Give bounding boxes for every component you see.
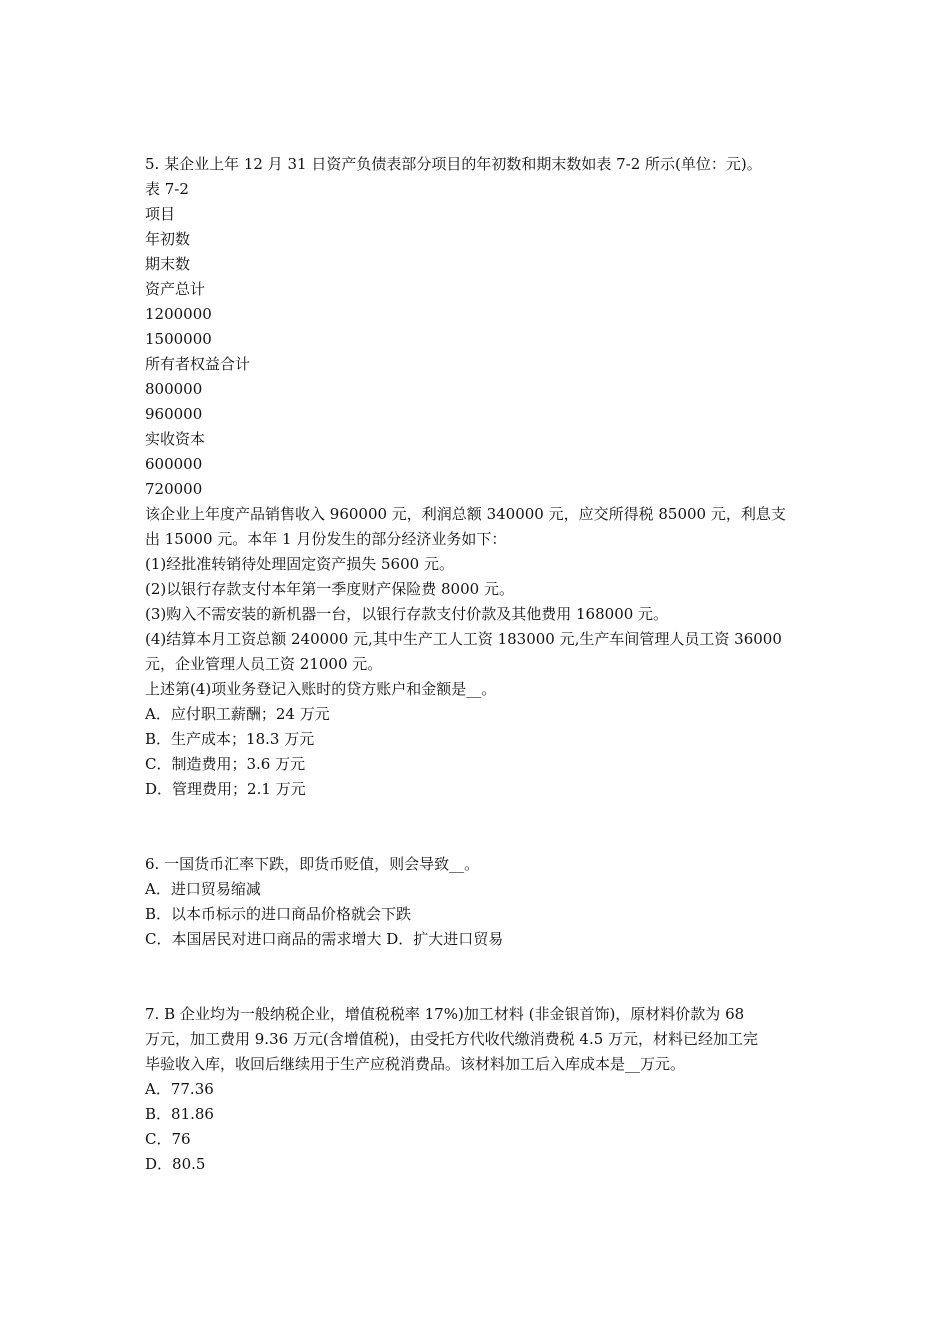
q5-ask: 上述第(4)项业务登记入账时的贷方账户和金额是__。 <box>145 680 497 698</box>
q6-question: 6. 一国货币汇率下跌，即货币贬值，则会导致__。 <box>145 855 480 873</box>
q5-info-line: 该企业上年度产品销售收入 960000 元，利润总额 340000 元，应交所得税 85000 元，利息支 <box>145 505 786 523</box>
spacer <box>145 952 810 1002</box>
q5-table-line: 年初数 <box>145 230 191 248</box>
q5-table-line: 1500000 <box>145 330 212 348</box>
q7-question-line: 万元，加工费用 9.36 万元(含增值税)，由受托方代收代缴消费税 4.5 万元，材料已经加工完 <box>145 1030 759 1048</box>
q5-item: (1)经批准转销待处理固定资产损失 5600 元。 <box>145 555 454 573</box>
document-content <box>145 152 810 1177</box>
q5-option: D．管理费用；2.1 万元 <box>145 780 306 798</box>
q5-option: A．应付职工薪酬；24 万元 <box>145 705 330 723</box>
q7-option: D．80.5 <box>145 1155 206 1173</box>
q5-table-line: 所有者权益合计 <box>145 355 251 373</box>
q5-table-title: 表 7-2 <box>145 180 189 198</box>
q5-table-line: 期末数 <box>145 255 191 273</box>
q5-item: (2)以银行存款支付本年第一季度财产保险费 8000 元。 <box>145 580 514 598</box>
q7-question-line: 毕验收入库，收回后继续用于生产应税消费品。该材料加工后入库成本是__万元。 <box>145 1055 686 1073</box>
spacer <box>145 802 810 852</box>
q7-option: B．81.86 <box>145 1105 214 1123</box>
q6-option: C．本国居民对进口商品的需求增大 D．扩大进口贸易 <box>145 930 504 948</box>
q6-option: A．进口贸易缩减 <box>145 880 261 898</box>
q5-question: 5. 某企业上年 12 月 31 日资产负债表部分项目的年初数和期末数如表 7-2 所示(单位：元)。 <box>145 155 762 173</box>
q5-item: 元，企业管理人员工资 21000 元。 <box>145 655 383 673</box>
q5-table-line: 1200000 <box>145 305 212 323</box>
q5-option: C．制造费用；3.6 万元 <box>145 755 306 773</box>
q6-option: B．以本币标示的进口商品价格就会下跌 <box>145 905 412 923</box>
q5-table-line: 720000 <box>145 480 203 498</box>
q5-table-line: 项目 <box>145 205 176 223</box>
q5-table-line: 800000 <box>145 380 203 398</box>
q7-question-line: 7. B 企业均为一般纳税企业，增值税税率 17%)加工材料 (非金银首饰)，原材料价款为 68 <box>145 1005 745 1023</box>
q5-table-line: 600000 <box>145 455 203 473</box>
q5-info-line: 出 15000 元。本年 1 月份发生的部分经济业务如下： <box>145 530 507 548</box>
q5-item: (4)结算本月工资总额 240000 元,其中生产工人工资 183000 元,生产车间管理人员工资 36000 <box>145 630 782 648</box>
q5-option: B．生产成本；18.3 万元 <box>145 730 315 748</box>
q7-option: C．76 <box>145 1130 191 1148</box>
q5-table-line: 960000 <box>145 405 203 423</box>
q5-item: (3)购入不需安装的新机器一台，以银行存款支付价款及其他费用 168000 元。 <box>145 605 669 623</box>
q5-table-line: 资产总计 <box>145 280 206 298</box>
q7-option: A．77.36 <box>145 1080 214 1098</box>
q5-table-line: 实收资本 <box>145 430 206 448</box>
